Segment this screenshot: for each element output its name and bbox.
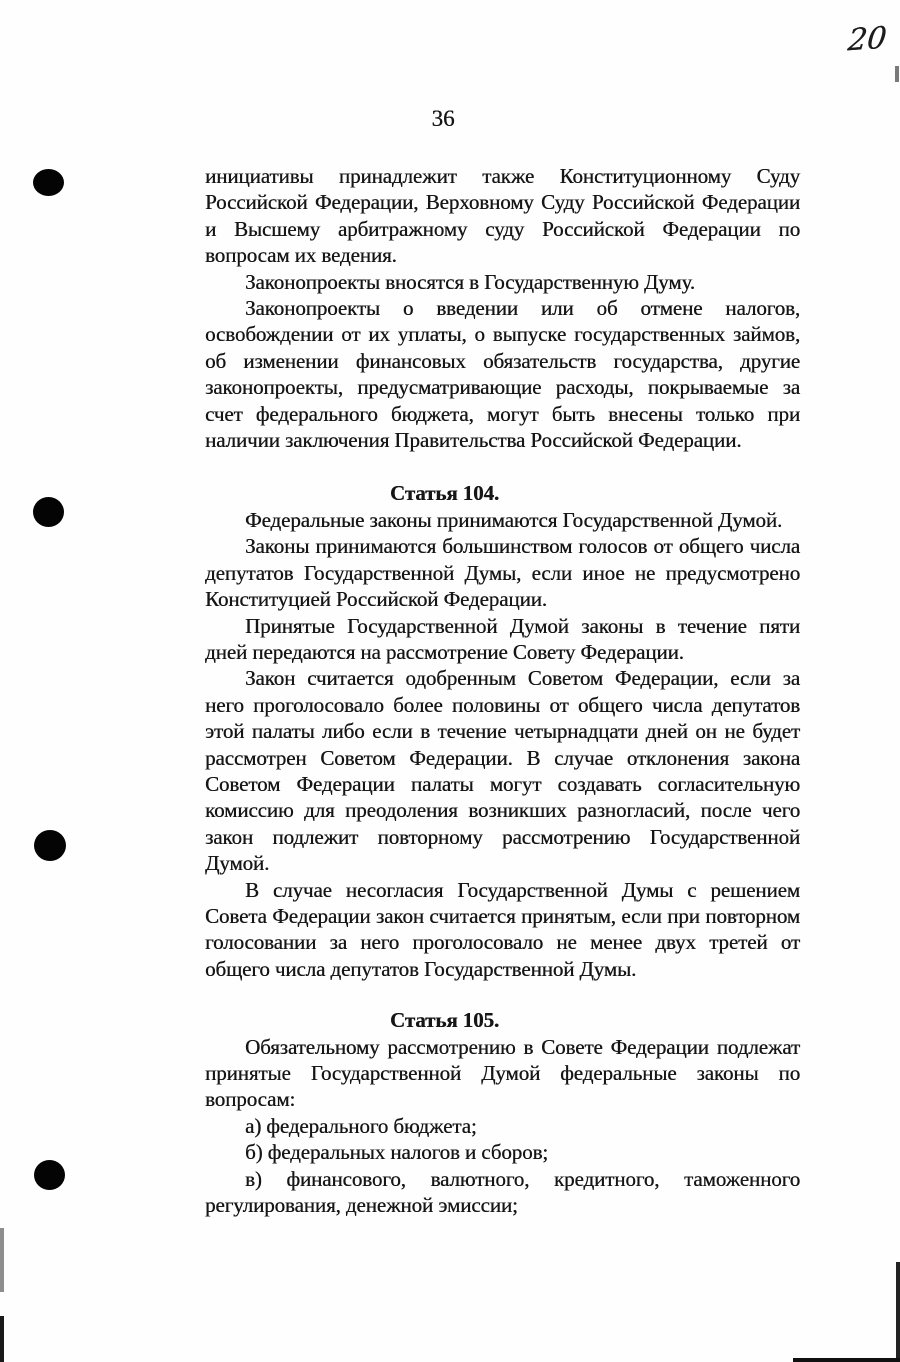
scan-edge-artifact <box>0 1228 4 1292</box>
scan-edge-artifact <box>793 1358 900 1362</box>
paragraph: В случае несогласия Государственной Думы с решением Совета Федерации закон считается принятым, если при повторном голосовании за него проголосовало не менее двух третей от общего числа депутатов Государственной Думы. <box>205 877 800 981</box>
page-number: 36 <box>431 106 455 131</box>
scan-edge-artifact <box>896 1262 900 1362</box>
scan-edge-artifact <box>895 66 899 82</box>
paragraph-continuation: инициативы принадлежит также Конституционному Суду Российской Федерации, Верховному Суду Российской Федерации и Высшему арбитражному суду Российской Федерации по вопросам их ведения. <box>205 164 800 268</box>
paragraph: Законы принимаются большинством голосов от общего числа депутатов Государственной Думы, если иное не предусмотрено Конституцией Российской Федерации. <box>205 534 800 612</box>
paragraph: Принятые Государственной Думой законы в течение пяти дней передаются на рассмотрение Совету Федерации. <box>205 613 800 664</box>
hole-punch-mark <box>33 497 64 527</box>
hole-punch-mark <box>34 830 66 861</box>
paragraph: Обязательному рассмотрению в Совете Федерации подлежат принятые Государственной Думой федеральные законы по вопросам: <box>205 1034 800 1112</box>
paragraph: Законопроекты вносятся в Государственную Думу. <box>245 269 695 294</box>
list-item-v: в) финансового, валютного, кредитного, таможенного регулирования, денежной эмиссии; <box>205 1166 800 1218</box>
handwritten-page-number: 20 <box>846 20 888 59</box>
document-text-block <box>205 163 800 1218</box>
hole-punch-mark <box>33 169 64 196</box>
article-105-heading: Статья 105. <box>389 1008 500 1033</box>
list-item-b: б) федеральных налогов и сборов; <box>245 1140 549 1165</box>
paragraph: Законопроекты о введении или об отмене налогов, освобождении от их уплаты, о выпуске государственных займов, об изменении финансовых обязательств государства, другие законопроекты, предусматривающие расходы, покрываемые за счет федерального бюджета, могут быть внесены только при наличии заключения Правительства Российской Федерации. <box>205 296 800 453</box>
hole-punch-mark <box>34 1160 65 1190</box>
scan-edge-artifact <box>0 1316 4 1362</box>
paragraph: Закон считается одобренным Советом Федерации, если за него проголосовало более половины от общего числа депутатов этой палаты либо если в течение четырнадцати дней он не будет рассмотрен Советом Федерации. В случае отклонения закона Советом Федерации палаты могут создавать согласительную комиссию для преодоления возникших разногласий, после чего закон подлежит повторному рассмотрению Государственной Думой. <box>205 666 800 876</box>
list-item-a: а) федерального бюджета; <box>245 1113 477 1138</box>
article-104-heading: Статья 104. <box>389 481 500 506</box>
paragraph: Федеральные законы принимаются Государственной Думой. <box>245 507 783 532</box>
